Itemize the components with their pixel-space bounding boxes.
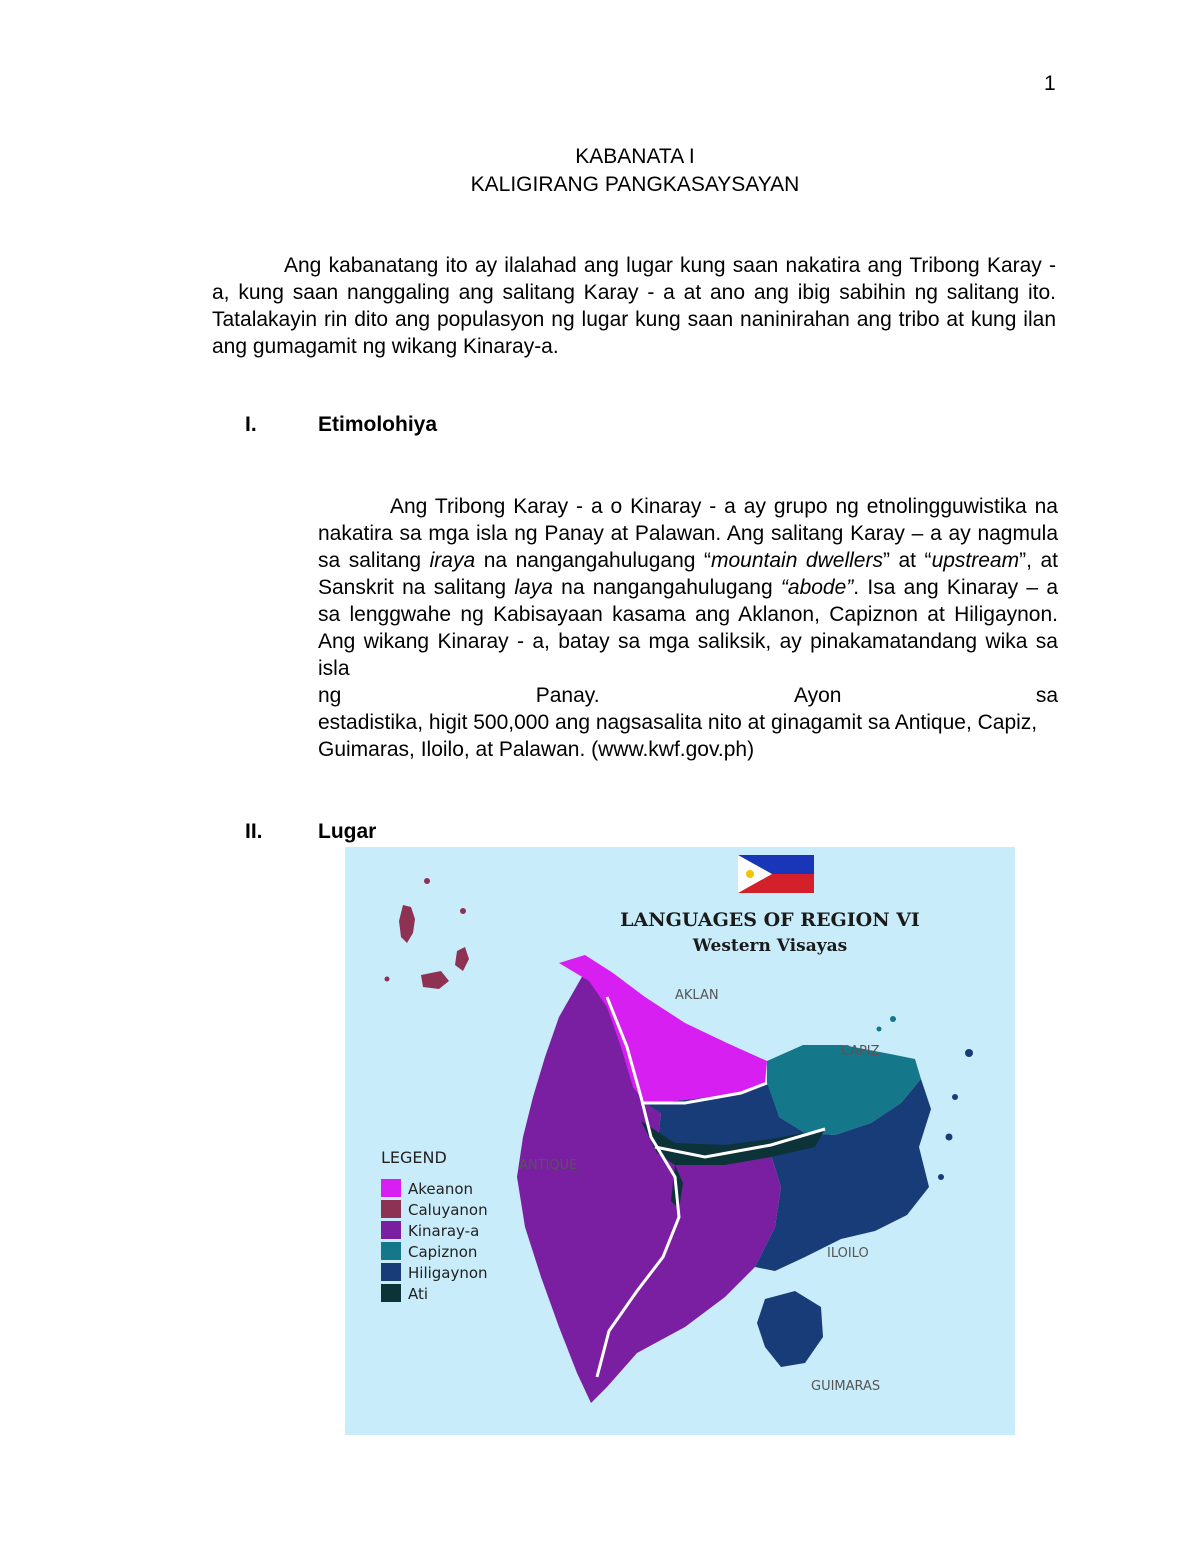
text-run: . Isa ang Kinaray – a sa lenggwahe ng Kabisayaan kasama ang Aklanon, Capiznon at Hiligaynon. Ang wikang Kinaray - a, batay sa mga saliksik, ay pinakamatandang wika sa isla <box>318 576 1059 680</box>
intro-text: Ang kabanatang ito ay ilalahad ang lugar kung saan nakatira ang Tribong Karay - a, kung saan nanggaling ang salitang Karay - a at ano ang ibig sabihin ng salitang ito. Tatalakayin rin dito ang populasyon ng lugar kung saan naninirahan ang tribo at kung ilan ang gumagamit ng wikang Kinaray-a. <box>212 254 1056 358</box>
section-number: I. <box>245 413 257 436</box>
legend-label: Capiznon <box>408 1243 478 1261</box>
legend-swatch <box>381 1284 401 1302</box>
text-run: Ang Tribong Karay - a o Kinaray - a ay grupo ng etnolingguwistika na nakatira sa mga isla ng Panay at Palawan. Ang salitang Karay – a ay nagmula sa salitang <box>318 495 1058 572</box>
legend-label: Kinaray-a <box>408 1222 480 1240</box>
text-run: ”, at Sanskrit na salitang <box>318 549 1058 599</box>
chapter-title <box>0 143 1200 199</box>
text-run: ” at “ <box>882 549 932 572</box>
term-iraya: iraya <box>429 549 476 572</box>
map-title: LANGUAGES OF REGION VI <box>620 909 920 931</box>
province-label-capiz: CAPIZ <box>841 1044 880 1059</box>
intro-paragraph <box>212 252 1056 360</box>
page-number: 1 <box>1044 72 1056 95</box>
province-label-antique: ANTIQUE <box>519 1158 578 1173</box>
term-mountain-dwellers: mountain dwellers <box>711 549 883 572</box>
map-svg <box>345 847 1015 1435</box>
province-label-iloilo: ILOILO <box>827 1246 869 1261</box>
legend-label: Caluyanon <box>408 1201 488 1219</box>
legend-swatch <box>381 1242 401 1260</box>
legend-swatch <box>381 1221 401 1239</box>
province-label-aklan: AKLAN <box>675 988 719 1003</box>
chapter-heading: KALIGIRANG PANGKASAYSAYAN <box>470 173 800 196</box>
legend-swatch <box>381 1200 401 1218</box>
legend-label: Akeanon <box>408 1180 474 1198</box>
map-subtitle: Western Visayas <box>692 936 848 956</box>
term-laya: laya <box>514 576 553 599</box>
section-title: Lugar <box>318 820 377 843</box>
text-run: na nangangahulugang “ <box>475 549 711 572</box>
legend-swatch <box>381 1179 401 1197</box>
legend-label: Ati <box>408 1285 429 1303</box>
etymology-paragraph <box>318 493 1058 763</box>
term-abode: “abode” <box>780 576 854 599</box>
spread-line: ng Panay. Ayon sa <box>318 684 1058 707</box>
section-number: II. <box>245 820 263 843</box>
text-run: estadistika, higit 500,000 ang nagsasalita nito at ginagamit sa Antique, Capiz, Guimaras, Iloilo, at Palawan. (www.kwf.gov.ph) <box>318 711 1038 761</box>
section-title: Etimolohiya <box>318 413 438 436</box>
language-map <box>345 847 1015 1435</box>
legend-label: Hiligaynon <box>408 1264 488 1282</box>
term-upstream: upstream <box>931 549 1020 572</box>
province-label-guimaras: GUIMARAS <box>811 1379 881 1394</box>
text-run: na nangangahulugang <box>552 576 781 599</box>
chapter-number: KABANATA I <box>575 145 695 168</box>
legend-swatch <box>381 1263 401 1281</box>
legend-title: LEGEND <box>381 1148 447 1167</box>
philippine-flag-icon <box>738 855 814 893</box>
